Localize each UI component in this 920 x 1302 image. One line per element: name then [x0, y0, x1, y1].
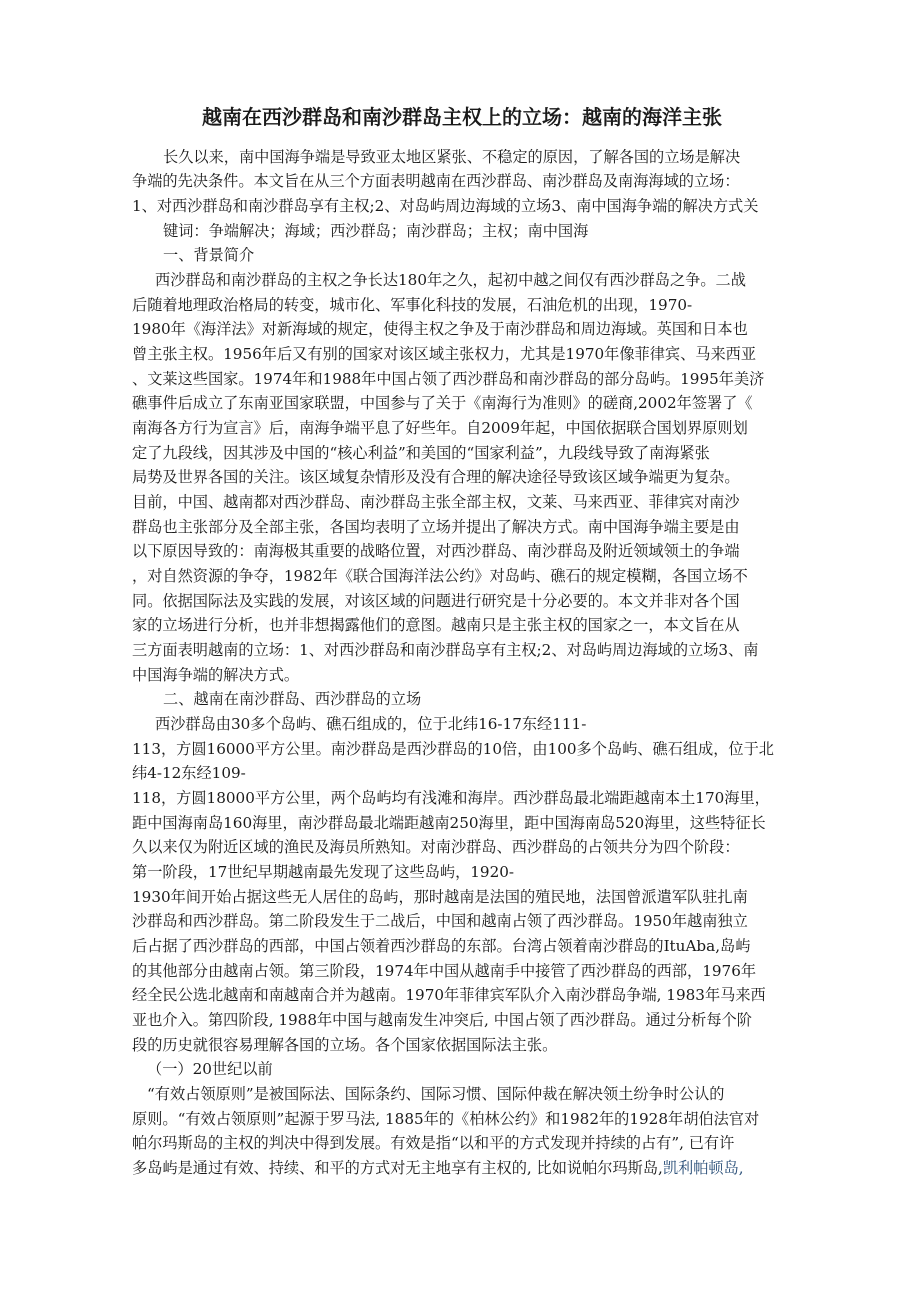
paragraph-line: 、文莱这些国家。1974年和1988年中国占领了西沙群岛和南沙群岛的部分岛屿。1995年美济 — [132, 370, 765, 388]
paragraph-line: 经全民公选北越南和南越南合并为越南。1970年菲律宾军队介入南沙群岛争端, 1983年马来西 — [132, 986, 766, 1004]
paragraph-line: ，对自然资源的争夺，1982年《联合国海洋法公约》对岛屿、礁石的规定模糊，各国立场不 — [132, 567, 748, 585]
last-line-highlight: 凯利帕顿岛, — [662, 1159, 744, 1177]
paragraph-line: 群岛也主张部分及全部主张，各国均表明了立场并提出了解决方式。南中国海争端主要是由 — [132, 518, 740, 536]
paragraph-line: 定了九段线，因其涉及中国的“核心利益”和美国的“国家利益”，九段线导致了南海紧张 — [132, 444, 710, 462]
paragraph-line: 1980年《海洋法》对新海域的规定，使得主权之争及于南沙群岛和周边海域。英国和日本也 — [132, 320, 748, 338]
paragraph-line: 后随着地理政治格局的转变，城市化、军事化科技的发展，石油危机的出现，1970- — [132, 296, 693, 314]
paragraph-line: 局势及世界各国的关注。该区域复杂情形及没有合理的解决途径导致该区域争端更为复杂。 — [132, 468, 740, 486]
paragraph-line: 长久以来，南中国海争端是导致亚太地区紧张、不稳定的原因，了解各国的立场是解决 — [163, 148, 741, 166]
paragraph-line: 距中国海南岛160海里，南沙群岛最北端距越南250海里，距中国海南岛520海里，这些特征长 — [132, 814, 766, 832]
paragraph-line: 的其他部分由越南占领。第三阶段，1974年中国从越南手中接管了西沙群岛的西部，1976年 — [132, 962, 757, 980]
paragraph-line: 纬4-12东经109- — [132, 764, 246, 782]
paragraph-line: 西沙群岛由30多个岛屿、礁石组成的，位于北纬16-17东经111- — [155, 715, 587, 733]
paragraph-line: 西沙群岛和南沙群岛的主权之争长达180年之久，起初中越之间仅有西沙群岛之争。二战 — [155, 271, 746, 289]
paragraph-line: 1930年间开始占据这些无人居住的岛屿，那时越南是法国的殖民地，法国曾派遣军队驻扎南 — [132, 888, 748, 906]
paragraph-line: “有效占领原则”是被国际法、国际条约、国际习惯、国际仲裁在解决领土纷争时公认的 — [147, 1085, 725, 1103]
last-line-text: 多岛屿是通过有效、持续、和平的方式对无主地享有主权的, 比如说帕尔玛斯岛, — [132, 1159, 663, 1177]
paragraph-line: 礁事件后成立了东南亚国家联盟，中国参与了关于《南海行为准则》的磋商,2002年签署了《 — [132, 394, 753, 412]
paragraph-line: 三方面表明越南的立场：1、对西沙群岛和南沙群岛享有主权;2、对岛屿周边海域的立场3、南 — [132, 641, 759, 659]
section-heading-background: 一、背景简介 — [163, 246, 255, 264]
paragraph-line: 同。依据国际法及实践的发展，对该区域的问题进行研究是十分必要的。本文并非对各个国 — [132, 592, 740, 610]
section-heading-position: 二、越南在南沙群岛、西沙群岛的立场 — [163, 690, 422, 708]
paragraph-line: 118，方圆18000平方公里，两个岛屿均有浅滩和海岸。西沙群岛最北端距越南本土170海里， — [132, 789, 770, 807]
paragraph-line: 家的立场进行分析，也并非想揭露他们的意图。越南只是主张主权的国家之一，本文旨在从 — [132, 616, 740, 634]
paragraph-line: 原则。“有效占领原则”起源于罗马法, 1885年的《柏林公约》和1982年的1928年胡伯法官对 — [132, 1110, 760, 1128]
paragraph-line: 后占据了西沙群岛的西部，中国占领着西沙群岛的东部。台湾占领着南沙群岛的ItuAba,岛屿 — [132, 937, 751, 955]
paragraph-line: 沙群岛和西沙群岛。第二阶段发生于二战后，中国和越南占领了西沙群岛。1950年越南独立 — [132, 912, 748, 930]
document-title: 越南在西沙群岛和南沙群岛主权上的立场：越南的海洋主张 — [202, 105, 722, 129]
paragraph-line: 目前，中国、越南都对西沙群岛、南沙群岛主张全部主权，文莱、马来西亚、菲律宾对南沙 — [132, 493, 740, 511]
paragraph-line: 以下原因导致的：南海极其重要的战略位置，对西沙群岛、南沙群岛及附近领域领土的争端 — [132, 542, 740, 560]
paragraph-line: 第一阶段，17世纪早期越南最先发现了这些岛屿，1920- — [132, 863, 515, 881]
paragraph-line: 亚也介入。第四阶段, 1988年中国与越南发生冲突后, 中国占领了西沙群岛。通过分析每个阶 — [132, 1011, 752, 1029]
paragraph-line: 段的历史就很容易理解各国的立场。各个国家依据国际法主张。 — [132, 1036, 558, 1054]
paragraph-line: 曾主张主权。1956年后又有别的国家对该区域主张权力，尤其是1970年像菲律宾、马来西亚 — [132, 345, 757, 363]
paragraph-line: 久以来仅为附近区域的渔民及海员所熟知。对南沙群岛、西沙群岛的占领共分为四个阶段： — [132, 838, 740, 856]
keywords-line: 键词：争端解决；海域；西沙群岛；南沙群岛；主权；南中国海 — [163, 222, 589, 240]
paragraph-line: 1、对西沙群岛和南沙群岛享有主权;2、对岛屿周边海域的立场3、南中国海争端的解决方式关 — [132, 197, 759, 215]
paragraph-line: 争端的先决条件。本文旨在从三个方面表明越南在西沙群岛、南沙群岛及南海海域的立场： — [132, 172, 740, 190]
paragraph-line: 帕尔玛斯岛的主权的判决中得到发展。有效是指“以和平的方式发现并持续的占有”, 已有许 — [132, 1134, 735, 1152]
paragraph-line: 中国海争端的解决方式。 — [132, 666, 300, 684]
paragraph-line: 113，方圆16000平方公里。南沙群岛是西沙群岛的10倍，由100多个岛屿、礁石组成，位于北 — [132, 740, 774, 758]
paragraph-line-last — [132, 1156, 744, 1180]
paragraph-line: 南海各方行为宣言》后，南海争端平息了好些年。自2009年起，中国依据联合国划界原则划 — [132, 419, 748, 437]
subsection-heading-pre-20th-century: （一）20世纪以前 — [147, 1060, 273, 1078]
